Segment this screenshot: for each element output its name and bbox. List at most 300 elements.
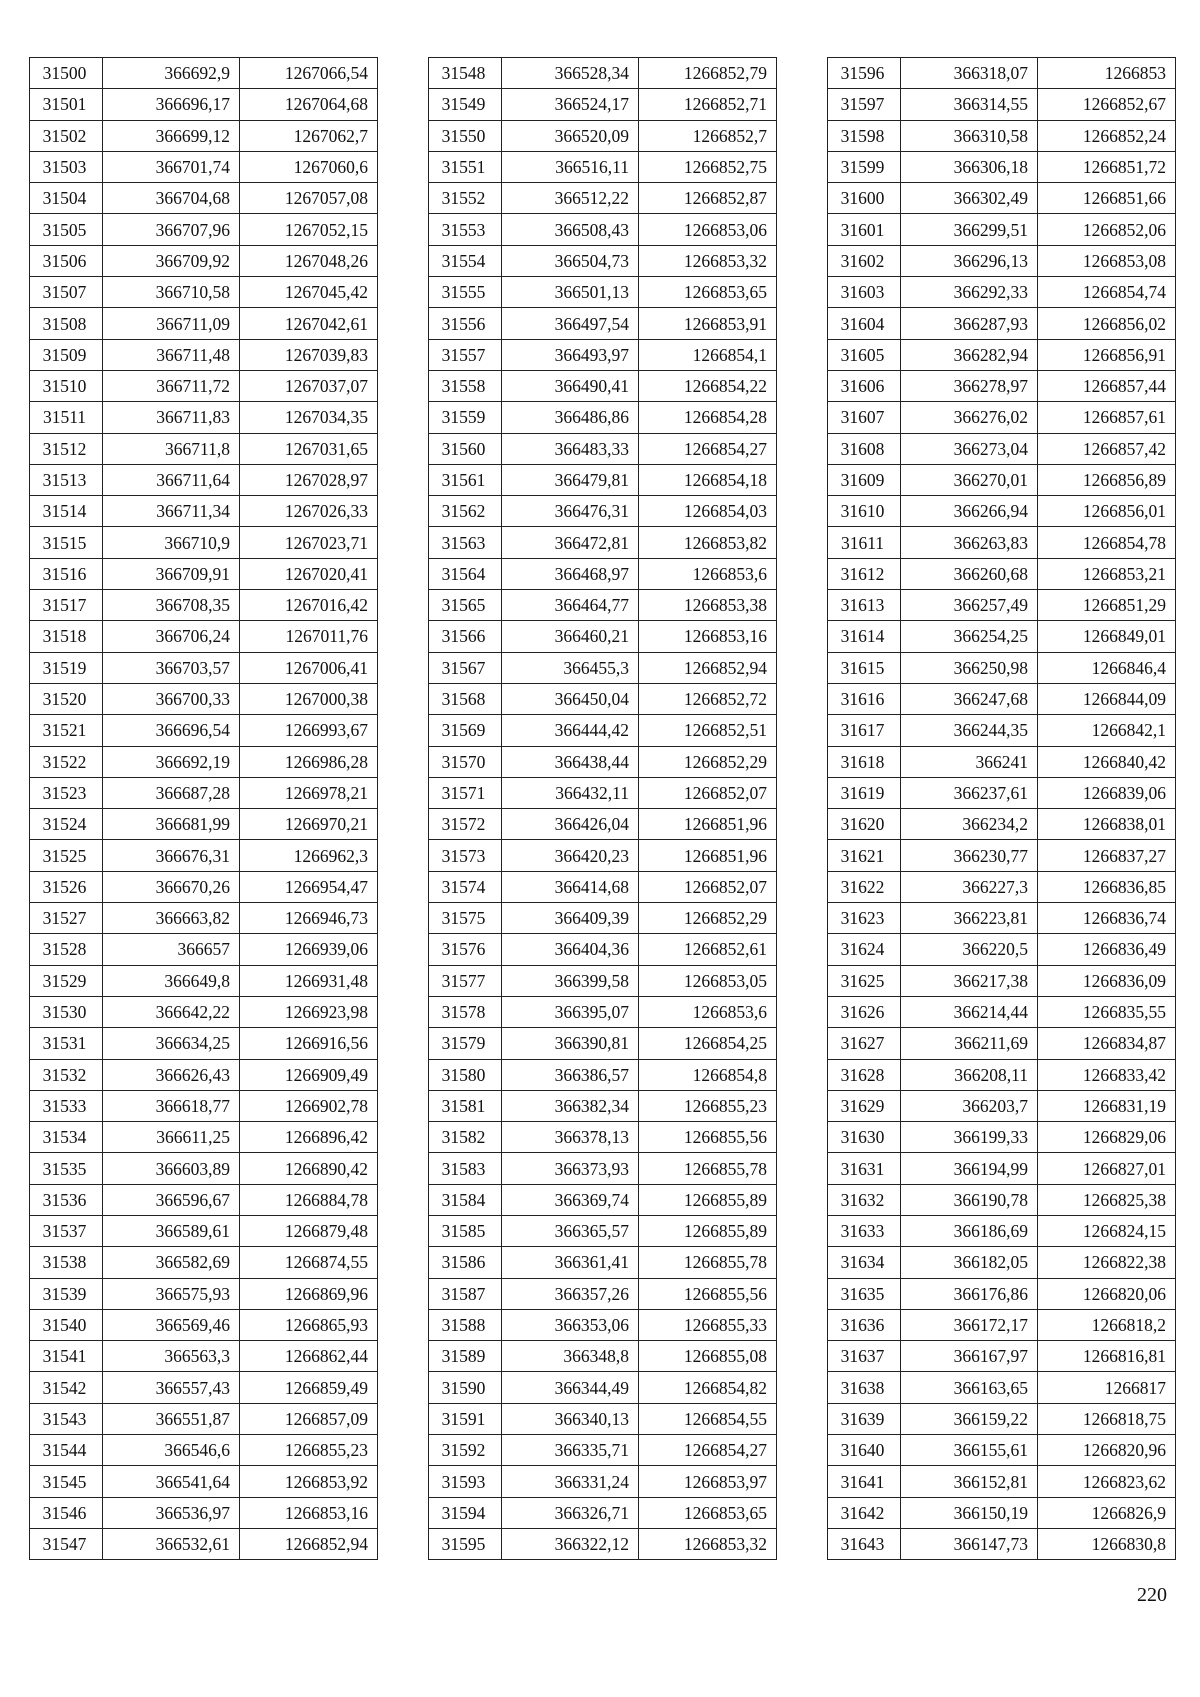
x-coordinate-cell: 366582,69 [103, 1247, 240, 1278]
point-number-cell: 31513 [30, 464, 103, 495]
point-number-cell: 31635 [828, 1278, 901, 1309]
y-coordinate-cell: 1267060,6 [240, 151, 378, 182]
y-coordinate-cell: 1266855,23 [639, 1090, 777, 1121]
y-coordinate-cell: 1266986,28 [240, 746, 378, 777]
y-coordinate-cell: 1266923,98 [240, 996, 378, 1027]
y-coordinate-cell: 1266825,38 [1038, 1184, 1176, 1215]
y-coordinate-cell: 1266852,67 [1038, 89, 1176, 120]
table-row [828, 1184, 1176, 1215]
x-coordinate-cell: 366524,17 [502, 89, 639, 120]
x-coordinate-cell: 366493,97 [502, 339, 639, 370]
x-coordinate-cell: 366302,49 [901, 183, 1038, 214]
x-coordinate-cell: 366676,31 [103, 840, 240, 871]
x-coordinate-cell: 366472,81 [502, 527, 639, 558]
table-row [30, 903, 378, 934]
table-row [828, 871, 1176, 902]
y-coordinate-cell: 1267039,83 [240, 339, 378, 370]
point-number-cell: 31638 [828, 1372, 901, 1403]
point-number-cell: 31536 [30, 1184, 103, 1215]
y-coordinate-cell: 1266820,06 [1038, 1278, 1176, 1309]
point-number-cell: 31549 [429, 89, 502, 120]
table-row [30, 1090, 378, 1121]
y-coordinate-cell: 1266824,15 [1038, 1215, 1176, 1246]
table-row [30, 1278, 378, 1309]
y-coordinate-cell: 1266853,32 [639, 1528, 777, 1559]
x-coordinate-cell: 366575,93 [103, 1278, 240, 1309]
point-number-cell: 31505 [30, 214, 103, 245]
y-coordinate-cell: 1267026,33 [240, 496, 378, 527]
point-number-cell: 31548 [429, 58, 502, 89]
point-number-cell: 31582 [429, 1122, 502, 1153]
y-coordinate-cell: 1266854,03 [639, 496, 777, 527]
point-number-cell: 31601 [828, 214, 901, 245]
table-row [828, 1341, 1176, 1372]
table-row [828, 120, 1176, 151]
y-coordinate-cell: 1266836,09 [1038, 965, 1176, 996]
point-number-cell: 31510 [30, 370, 103, 401]
x-coordinate-cell: 366322,12 [502, 1528, 639, 1559]
point-number-cell: 31595 [429, 1528, 502, 1559]
x-coordinate-cell: 366306,18 [901, 151, 1038, 182]
point-number-cell: 31597 [828, 89, 901, 120]
coordinate-table-2 [428, 57, 777, 1560]
y-coordinate-cell: 1266837,27 [1038, 840, 1176, 871]
x-coordinate-cell: 366369,74 [502, 1184, 639, 1215]
x-coordinate-cell: 366373,93 [502, 1153, 639, 1184]
table-row [429, 1090, 777, 1121]
point-number-cell: 31540 [30, 1309, 103, 1340]
x-coordinate-cell: 366501,13 [502, 277, 639, 308]
x-coordinate-cell: 366263,83 [901, 527, 1038, 558]
x-coordinate-cell: 366709,91 [103, 558, 240, 589]
x-coordinate-cell: 366711,48 [103, 339, 240, 370]
x-coordinate-cell: 366618,77 [103, 1090, 240, 1121]
point-number-cell: 31576 [429, 934, 502, 965]
y-coordinate-cell: 1266853,91 [639, 308, 777, 339]
x-coordinate-cell: 366287,93 [901, 308, 1038, 339]
y-coordinate-cell: 1266852,06 [1038, 214, 1176, 245]
x-coordinate-cell: 366642,22 [103, 996, 240, 1027]
point-number-cell: 31622 [828, 871, 901, 902]
point-number-cell: 31572 [429, 809, 502, 840]
point-number-cell: 31532 [30, 1059, 103, 1090]
x-coordinate-cell: 366699,12 [103, 120, 240, 151]
table-row [30, 1466, 378, 1497]
point-number-cell: 31560 [429, 433, 502, 464]
x-coordinate-cell: 366707,96 [103, 214, 240, 245]
table-row [30, 777, 378, 808]
point-number-cell: 31599 [828, 151, 901, 182]
table-row [429, 1215, 777, 1246]
point-number-cell: 31566 [429, 621, 502, 652]
x-coordinate-cell: 366486,86 [502, 402, 639, 433]
y-coordinate-cell: 1266857,09 [240, 1403, 378, 1434]
table-row [30, 120, 378, 151]
y-coordinate-cell: 1266939,06 [240, 934, 378, 965]
table-row [30, 245, 378, 276]
table-row [30, 746, 378, 777]
table-row [30, 1403, 378, 1434]
x-coordinate-cell: 366414,68 [502, 871, 639, 902]
y-coordinate-cell: 1266857,42 [1038, 433, 1176, 464]
point-number-cell: 31593 [429, 1466, 502, 1497]
point-number-cell: 31575 [429, 903, 502, 934]
y-coordinate-cell: 1266946,73 [240, 903, 378, 934]
point-number-cell: 31624 [828, 934, 901, 965]
y-coordinate-cell: 1266853,16 [240, 1497, 378, 1528]
point-number-cell: 31551 [429, 151, 502, 182]
point-number-cell: 31580 [429, 1059, 502, 1090]
x-coordinate-cell: 366155,61 [901, 1435, 1038, 1466]
point-number-cell: 31578 [429, 996, 502, 1027]
y-coordinate-cell: 1266855,78 [639, 1153, 777, 1184]
table-row [30, 1341, 378, 1372]
point-number-cell: 31617 [828, 715, 901, 746]
point-number-cell: 31613 [828, 590, 901, 621]
x-coordinate-cell: 366276,02 [901, 402, 1038, 433]
point-number-cell: 31591 [429, 1403, 502, 1434]
point-number-cell: 31594 [429, 1497, 502, 1528]
x-coordinate-cell: 366657 [103, 934, 240, 965]
table-row [828, 903, 1176, 934]
table-row [30, 1215, 378, 1246]
y-coordinate-cell: 1267028,97 [240, 464, 378, 495]
point-number-cell: 31571 [429, 777, 502, 808]
table-row [429, 1497, 777, 1528]
x-coordinate-cell: 366663,82 [103, 903, 240, 934]
point-number-cell: 31500 [30, 58, 103, 89]
y-coordinate-cell: 1266856,89 [1038, 464, 1176, 495]
table-row [30, 1309, 378, 1340]
table-row [429, 1278, 777, 1309]
y-coordinate-cell: 1266820,96 [1038, 1435, 1176, 1466]
coordinate-table-body [30, 58, 378, 1560]
table-row [828, 464, 1176, 495]
x-coordinate-cell: 366257,49 [901, 590, 1038, 621]
point-number-cell: 31550 [429, 120, 502, 151]
y-coordinate-cell: 1266954,47 [240, 871, 378, 902]
table-row [828, 308, 1176, 339]
y-coordinate-cell: 1266855,56 [639, 1122, 777, 1153]
y-coordinate-cell: 1266856,91 [1038, 339, 1176, 370]
y-coordinate-cell: 1266855,56 [639, 1278, 777, 1309]
x-coordinate-cell: 366353,06 [502, 1309, 639, 1340]
y-coordinate-cell: 1266931,48 [240, 965, 378, 996]
x-coordinate-cell: 366464,77 [502, 590, 639, 621]
table-row [828, 1309, 1176, 1340]
point-number-cell: 31583 [429, 1153, 502, 1184]
x-coordinate-cell: 366292,33 [901, 277, 1038, 308]
table-row [429, 496, 777, 527]
point-number-cell: 31530 [30, 996, 103, 1027]
point-number-cell: 31607 [828, 402, 901, 433]
y-coordinate-cell: 1267048,26 [240, 245, 378, 276]
table-row [828, 777, 1176, 808]
table-row [30, 934, 378, 965]
y-coordinate-cell: 1266853,05 [639, 965, 777, 996]
x-coordinate-cell: 366557,43 [103, 1372, 240, 1403]
point-number-cell: 31618 [828, 746, 901, 777]
point-number-cell: 31587 [429, 1278, 502, 1309]
x-coordinate-cell: 366444,42 [502, 715, 639, 746]
y-coordinate-cell: 1266852,79 [639, 58, 777, 89]
point-number-cell: 31516 [30, 558, 103, 589]
y-coordinate-cell: 1266854,82 [639, 1372, 777, 1403]
point-number-cell: 31640 [828, 1435, 901, 1466]
x-coordinate-cell: 366159,22 [901, 1403, 1038, 1434]
table-row [429, 996, 777, 1027]
x-coordinate-cell: 366528,34 [502, 58, 639, 89]
table-row [828, 1153, 1176, 1184]
table-row [30, 277, 378, 308]
y-coordinate-cell: 1266849,01 [1038, 621, 1176, 652]
x-coordinate-cell: 366186,69 [901, 1215, 1038, 1246]
point-number-cell: 31626 [828, 996, 901, 1027]
x-coordinate-cell: 366476,31 [502, 496, 639, 527]
point-number-cell: 31562 [429, 496, 502, 527]
table-row [828, 370, 1176, 401]
table-row [30, 308, 378, 339]
x-coordinate-cell: 366696,54 [103, 715, 240, 746]
x-coordinate-cell: 366536,97 [103, 1497, 240, 1528]
table-row [30, 621, 378, 652]
point-number-cell: 31630 [828, 1122, 901, 1153]
y-coordinate-cell: 1266836,49 [1038, 934, 1176, 965]
point-number-cell: 31610 [828, 496, 901, 527]
y-coordinate-cell: 1266851,29 [1038, 590, 1176, 621]
x-coordinate-cell: 366603,89 [103, 1153, 240, 1184]
table-row [429, 1247, 777, 1278]
y-coordinate-cell: 1267031,65 [240, 433, 378, 464]
point-number-cell: 31602 [828, 245, 901, 276]
point-number-cell: 31643 [828, 1528, 901, 1559]
x-coordinate-cell: 366299,51 [901, 214, 1038, 245]
y-coordinate-cell: 1266844,09 [1038, 683, 1176, 714]
point-number-cell: 31535 [30, 1153, 103, 1184]
point-number-cell: 31585 [429, 1215, 502, 1246]
x-coordinate-cell: 366569,46 [103, 1309, 240, 1340]
y-coordinate-cell: 1266869,96 [240, 1278, 378, 1309]
table-row [429, 1309, 777, 1340]
point-number-cell: 31577 [429, 965, 502, 996]
point-number-cell: 31531 [30, 1028, 103, 1059]
x-coordinate-cell: 366589,61 [103, 1215, 240, 1246]
table-row [429, 58, 777, 89]
point-number-cell: 31600 [828, 183, 901, 214]
y-coordinate-cell: 1266909,49 [240, 1059, 378, 1090]
table-row [429, 120, 777, 151]
x-coordinate-cell: 366409,39 [502, 903, 639, 934]
point-number-cell: 31579 [429, 1028, 502, 1059]
coordinate-table-1 [29, 57, 378, 1560]
y-coordinate-cell: 1266851,72 [1038, 151, 1176, 182]
point-number-cell: 31537 [30, 1215, 103, 1246]
x-coordinate-cell: 366711,64 [103, 464, 240, 495]
table-row [429, 89, 777, 120]
y-coordinate-cell: 1267066,54 [240, 58, 378, 89]
table-row [429, 1528, 777, 1559]
point-number-cell: 31641 [828, 1466, 901, 1497]
point-number-cell: 31628 [828, 1059, 901, 1090]
y-coordinate-cell: 1266854,74 [1038, 277, 1176, 308]
x-coordinate-cell: 366163,65 [901, 1372, 1038, 1403]
point-number-cell: 31569 [429, 715, 502, 746]
x-coordinate-cell: 366203,7 [901, 1090, 1038, 1121]
y-coordinate-cell: 1266852,72 [639, 683, 777, 714]
y-coordinate-cell: 1266853,65 [639, 1497, 777, 1528]
x-coordinate-cell: 366182,05 [901, 1247, 1038, 1278]
y-coordinate-cell: 1266855,78 [639, 1247, 777, 1278]
x-coordinate-cell: 366516,11 [502, 151, 639, 182]
table-row [429, 1403, 777, 1434]
point-number-cell: 31629 [828, 1090, 901, 1121]
x-coordinate-cell: 366520,09 [502, 120, 639, 151]
table-row [429, 214, 777, 245]
table-row [429, 621, 777, 652]
x-coordinate-cell: 366432,11 [502, 777, 639, 808]
table-row [828, 214, 1176, 245]
y-coordinate-cell: 1266823,62 [1038, 1466, 1176, 1497]
point-number-cell: 31561 [429, 464, 502, 495]
point-number-cell: 31503 [30, 151, 103, 182]
y-coordinate-cell: 1266896,42 [240, 1122, 378, 1153]
point-number-cell: 31637 [828, 1341, 901, 1372]
x-coordinate-cell: 366468,97 [502, 558, 639, 589]
table-row [30, 683, 378, 714]
x-coordinate-cell: 366696,17 [103, 89, 240, 120]
x-coordinate-cell: 366512,22 [502, 183, 639, 214]
y-coordinate-cell: 1266854,27 [639, 433, 777, 464]
x-coordinate-cell: 366703,57 [103, 652, 240, 683]
point-number-cell: 31639 [828, 1403, 901, 1434]
y-coordinate-cell: 1266851,66 [1038, 183, 1176, 214]
x-coordinate-cell: 366692,9 [103, 58, 240, 89]
point-number-cell: 31509 [30, 339, 103, 370]
y-coordinate-cell: 1266853,32 [639, 245, 777, 276]
table-row [828, 1028, 1176, 1059]
table-row [828, 183, 1176, 214]
table-row [828, 746, 1176, 777]
x-coordinate-cell: 366194,99 [901, 1153, 1038, 1184]
y-coordinate-cell: 1266854,25 [639, 1028, 777, 1059]
x-coordinate-cell: 366450,04 [502, 683, 639, 714]
point-number-cell: 31515 [30, 527, 103, 558]
table-row [429, 1059, 777, 1090]
point-number-cell: 31533 [30, 1090, 103, 1121]
y-coordinate-cell: 1266993,67 [240, 715, 378, 746]
table-row [429, 151, 777, 182]
table-row [429, 277, 777, 308]
table-row [429, 652, 777, 683]
x-coordinate-cell: 366455,3 [502, 652, 639, 683]
x-coordinate-cell: 366199,33 [901, 1122, 1038, 1153]
y-coordinate-cell: 1266853,97 [639, 1466, 777, 1497]
point-number-cell: 31642 [828, 1497, 901, 1528]
y-coordinate-cell: 1266852,61 [639, 934, 777, 965]
table-row [828, 1090, 1176, 1121]
table-row [429, 903, 777, 934]
y-coordinate-cell: 1266854,22 [639, 370, 777, 401]
x-coordinate-cell: 366710,58 [103, 277, 240, 308]
point-number-cell: 31596 [828, 58, 901, 89]
point-number-cell: 31545 [30, 1466, 103, 1497]
point-number-cell: 31507 [30, 277, 103, 308]
table-row [828, 1122, 1176, 1153]
point-number-cell: 31598 [828, 120, 901, 151]
y-coordinate-cell: 1266884,78 [240, 1184, 378, 1215]
table-row [828, 1528, 1176, 1559]
table-row [30, 58, 378, 89]
x-coordinate-cell: 366649,8 [103, 965, 240, 996]
x-coordinate-cell: 366541,64 [103, 1466, 240, 1497]
point-number-cell: 31636 [828, 1309, 901, 1340]
y-coordinate-cell: 1266836,74 [1038, 903, 1176, 934]
point-number-cell: 31590 [429, 1372, 502, 1403]
table-row [828, 715, 1176, 746]
y-coordinate-cell: 1266879,48 [240, 1215, 378, 1246]
y-coordinate-cell: 1266856,02 [1038, 308, 1176, 339]
point-number-cell: 31612 [828, 558, 901, 589]
point-number-cell: 31547 [30, 1528, 103, 1559]
table-row [30, 1122, 378, 1153]
y-coordinate-cell: 1266855,08 [639, 1341, 777, 1372]
point-number-cell: 31632 [828, 1184, 901, 1215]
table-row [429, 590, 777, 621]
table-row [828, 590, 1176, 621]
x-coordinate-cell: 366254,25 [901, 621, 1038, 652]
y-coordinate-cell: 1267037,07 [240, 370, 378, 401]
x-coordinate-cell: 366382,34 [502, 1090, 639, 1121]
x-coordinate-cell: 366296,13 [901, 245, 1038, 276]
table-row [30, 590, 378, 621]
x-coordinate-cell: 366709,92 [103, 245, 240, 276]
x-coordinate-cell: 366711,09 [103, 308, 240, 339]
x-coordinate-cell: 366479,81 [502, 464, 639, 495]
table-row [828, 89, 1176, 120]
y-coordinate-cell: 1266830,8 [1038, 1528, 1176, 1559]
x-coordinate-cell: 366378,13 [502, 1122, 639, 1153]
x-coordinate-cell: 366172,17 [901, 1309, 1038, 1340]
y-coordinate-cell: 1267042,61 [240, 308, 378, 339]
y-coordinate-cell: 1266818,2 [1038, 1309, 1176, 1340]
y-coordinate-cell: 1266852,29 [639, 746, 777, 777]
y-coordinate-cell: 1266852,75 [639, 151, 777, 182]
table-row [429, 183, 777, 214]
point-number-cell: 31634 [828, 1247, 901, 1278]
y-coordinate-cell: 1266826,9 [1038, 1497, 1176, 1528]
table-row [828, 1466, 1176, 1497]
x-coordinate-cell: 366670,26 [103, 871, 240, 902]
table-row [30, 527, 378, 558]
table-row [30, 89, 378, 120]
x-coordinate-cell: 366711,8 [103, 433, 240, 464]
table-row [429, 715, 777, 746]
y-coordinate-cell: 1266916,56 [240, 1028, 378, 1059]
table-row [429, 809, 777, 840]
y-coordinate-cell: 1266855,33 [639, 1309, 777, 1340]
point-number-cell: 31546 [30, 1497, 103, 1528]
table-row [828, 652, 1176, 683]
point-number-cell: 31524 [30, 809, 103, 840]
table-row [828, 996, 1176, 1027]
x-coordinate-cell: 366508,43 [502, 214, 639, 245]
table-row [429, 464, 777, 495]
point-number-cell: 31623 [828, 903, 901, 934]
x-coordinate-cell: 366681,99 [103, 809, 240, 840]
point-number-cell: 31589 [429, 1341, 502, 1372]
x-coordinate-cell: 366314,55 [901, 89, 1038, 120]
x-coordinate-cell: 366250,98 [901, 652, 1038, 683]
